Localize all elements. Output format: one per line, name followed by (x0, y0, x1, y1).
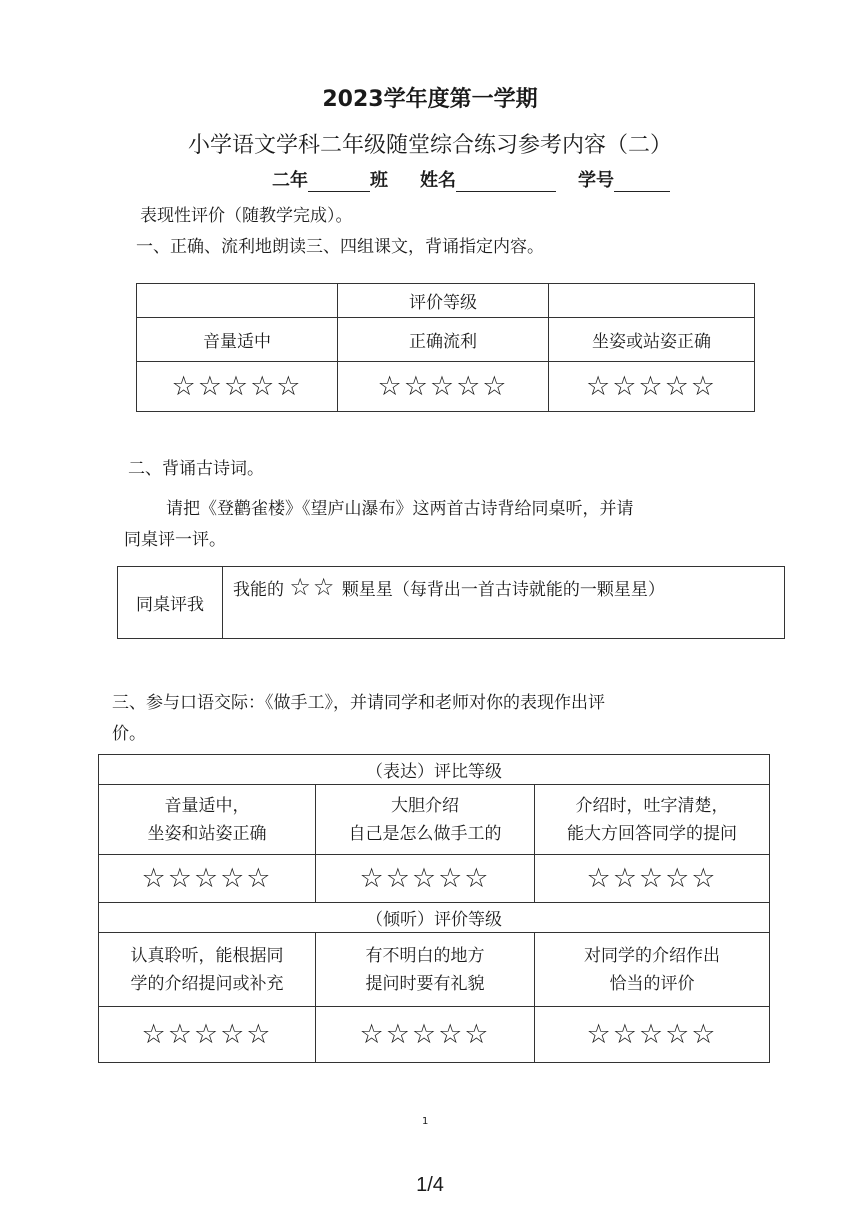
grade-label: 二年 (272, 170, 308, 191)
express-header: （表达）评比等级 (99, 755, 770, 785)
star-rating[interactable]: ☆☆☆☆☆ (316, 1007, 535, 1063)
peer-eval-text-before: 我能的 (233, 580, 284, 600)
peer-eval-label: 同桌评我 (118, 567, 223, 639)
name-label: 姓名 (420, 170, 456, 191)
id-blank (614, 173, 670, 192)
section1-table (136, 283, 755, 412)
intro-text: 表现性评价（随教学完成）。 (140, 206, 353, 226)
page-number: 1 (422, 1116, 429, 1127)
section2-table (117, 566, 785, 639)
star-rating[interactable]: ☆☆☆☆☆ (99, 855, 316, 903)
class-blank (308, 173, 370, 192)
star-rating[interactable]: ☆☆☆☆☆ (137, 362, 338, 412)
section2-para1: 请把《登鹳雀楼》《望庐山瀑布》这两首古诗背给同桌听，并请 (166, 499, 634, 519)
id-label: 学号 (578, 170, 614, 191)
express-criteria: 大胆介绍 自己是怎么做手工的 (316, 785, 535, 855)
s1-col-header: 音量适中 (137, 318, 338, 362)
section2-heading: 二、背诵古诗词。 (128, 459, 264, 479)
star-rating[interactable]: ☆☆ (289, 573, 337, 601)
page-indicator: 1/4 (416, 1174, 444, 1196)
peer-eval-text-after: 颗星星（每背出一首古诗就能的一颗星星） (341, 580, 665, 600)
star-rating[interactable]: ☆☆☆☆☆ (535, 855, 770, 903)
section3-heading-cont: 价。 (112, 724, 146, 744)
s1-col-header: 正确流利 (338, 318, 549, 362)
star-rating[interactable]: ☆☆☆☆☆ (99, 1007, 316, 1063)
s1-empty-cell (137, 284, 338, 318)
express-criteria: 介绍时，吐字清楚， 能大方回答同学的提问 (535, 785, 770, 855)
section1-heading: 一、正确、流利地朗读三、四组课文，背诵指定内容。 (136, 237, 544, 257)
star-rating[interactable]: ☆☆☆☆☆ (535, 1007, 770, 1063)
s1-empty-cell (549, 284, 755, 318)
s1-group-header: 评价等级 (338, 284, 549, 318)
class-label: 班 (370, 170, 388, 191)
listen-criteria: 对同学的介绍作出 恰当的评价 (535, 933, 770, 1007)
star-rating[interactable]: ☆☆☆☆☆ (316, 855, 535, 903)
peer-eval-content (223, 567, 785, 639)
listen-criteria: 认真聆听，能根据同 学的介绍提问或补充 (99, 933, 316, 1007)
student-info-line (272, 166, 670, 192)
listen-header: （倾听）评价等级 (99, 903, 770, 933)
section3-heading: 三、参与口语交际：《做手工》，并请同学和老师对你的表现作出评 (112, 693, 605, 713)
express-criteria: 音量适中， 坐姿和站姿正确 (99, 785, 316, 855)
title-term: 2023学年度第一学期 (322, 87, 538, 112)
title-subject: 小学语文学科二年级随堂综合练习参考内容（二） (187, 133, 672, 158)
section2-para2: 同桌评一评。 (124, 530, 226, 550)
listen-criteria: 有不明白的地方 提问时要有礼貌 (316, 933, 535, 1007)
name-blank (456, 173, 556, 192)
section3-table (98, 754, 770, 1063)
star-rating[interactable]: ☆☆☆☆☆ (338, 362, 549, 412)
s1-col-header: 坐姿或站姿正确 (549, 318, 755, 362)
star-rating[interactable]: ☆☆☆☆☆ (549, 362, 755, 412)
